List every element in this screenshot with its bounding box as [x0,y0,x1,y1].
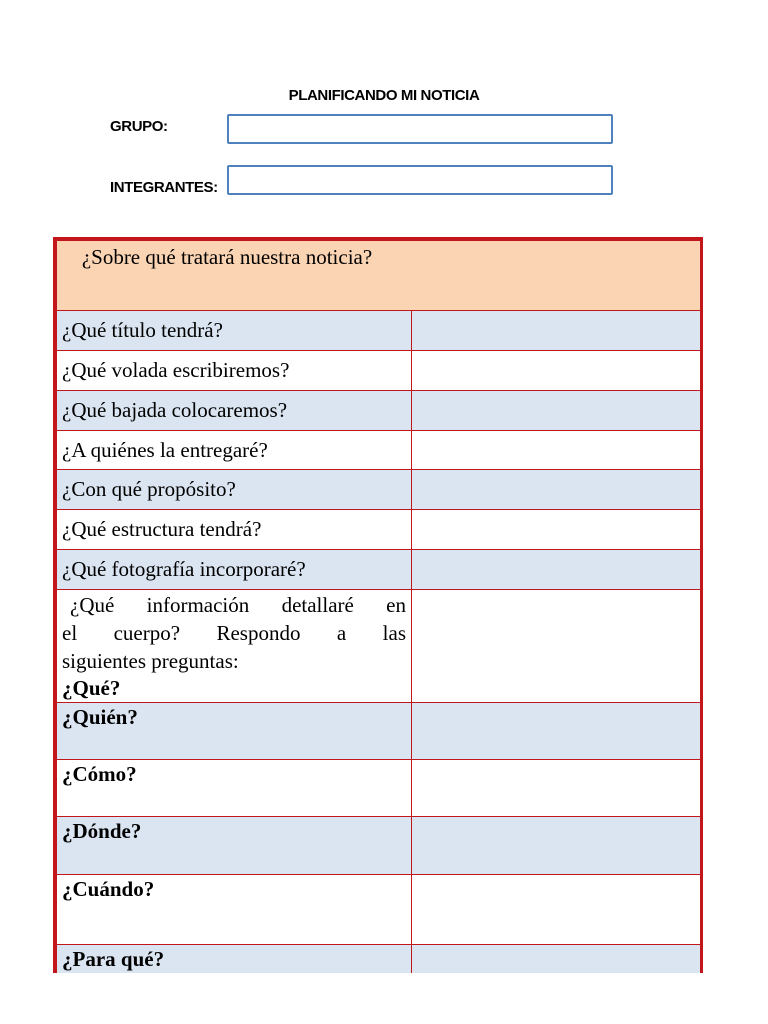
answer-cell[interactable] [412,817,701,875]
answer-cell[interactable] [412,431,701,470]
body-question-what-for: ¿Para qué? [57,945,412,974]
table-row [57,875,701,945]
answer-cell[interactable] [412,311,701,351]
question-label: ¿A quiénes la entregaré? [57,431,412,470]
body-question-how: ¿Cómo? [57,760,412,817]
table-row [57,510,701,550]
body-question-when: ¿Cuándo? [57,875,412,945]
members-label: INTEGRANTES: [110,179,218,196]
table-header-row [57,241,701,311]
body-intro-line: el cuerpo? Respondo a las [62,621,406,645]
table-row [57,431,701,470]
group-label: GRUPO: [110,118,168,135]
table-row [57,760,701,817]
table-row [57,703,701,760]
answer-cell[interactable] [412,470,701,510]
answer-cell[interactable] [412,391,701,431]
answer-cell[interactable] [412,760,701,817]
table-row [57,311,701,351]
group-field[interactable] [227,114,613,144]
question-label: ¿Qué fotografía incorporaré? [57,550,412,590]
answer-cell[interactable] [412,703,701,760]
body-question-what: ¿Qué? [62,676,121,700]
body-question-who: ¿Quién? [57,703,412,760]
answer-cell[interactable] [412,875,701,945]
body-question-where: ¿Dónde? [57,817,412,875]
page-title: PLANIFICANDO MI NOTICIA [288,87,480,104]
table-row [57,817,701,875]
table-row [57,470,701,510]
table-row [57,550,701,590]
question-label: ¿Con qué propósito? [57,470,412,510]
body-intro-line: siguientes preguntas: [62,649,239,673]
table-row [57,590,701,703]
answer-cell[interactable] [412,351,701,391]
topic-cell [57,241,701,311]
topic-question: ¿Sobre qué tratará nuestra noticia? [81,245,373,269]
table-row [57,351,701,391]
question-label: ¿Qué título tendrá? [57,311,412,351]
table-row [57,945,701,974]
answer-cell[interactable] [412,945,701,974]
question-label: ¿Qué estructura tendrá? [57,510,412,550]
body-intro-cell [57,590,412,703]
question-label: ¿Qué volada escribiremos? [57,351,412,391]
question-label: ¿Qué bajada colocaremos? [57,391,412,431]
body-intro-line: ¿Qué información detallaré en [70,593,406,617]
answer-cell[interactable] [412,590,701,703]
members-field[interactable] [227,165,613,195]
planning-table [53,237,703,973]
table-row [57,391,701,431]
answer-cell[interactable] [412,510,701,550]
answer-cell[interactable] [412,550,701,590]
